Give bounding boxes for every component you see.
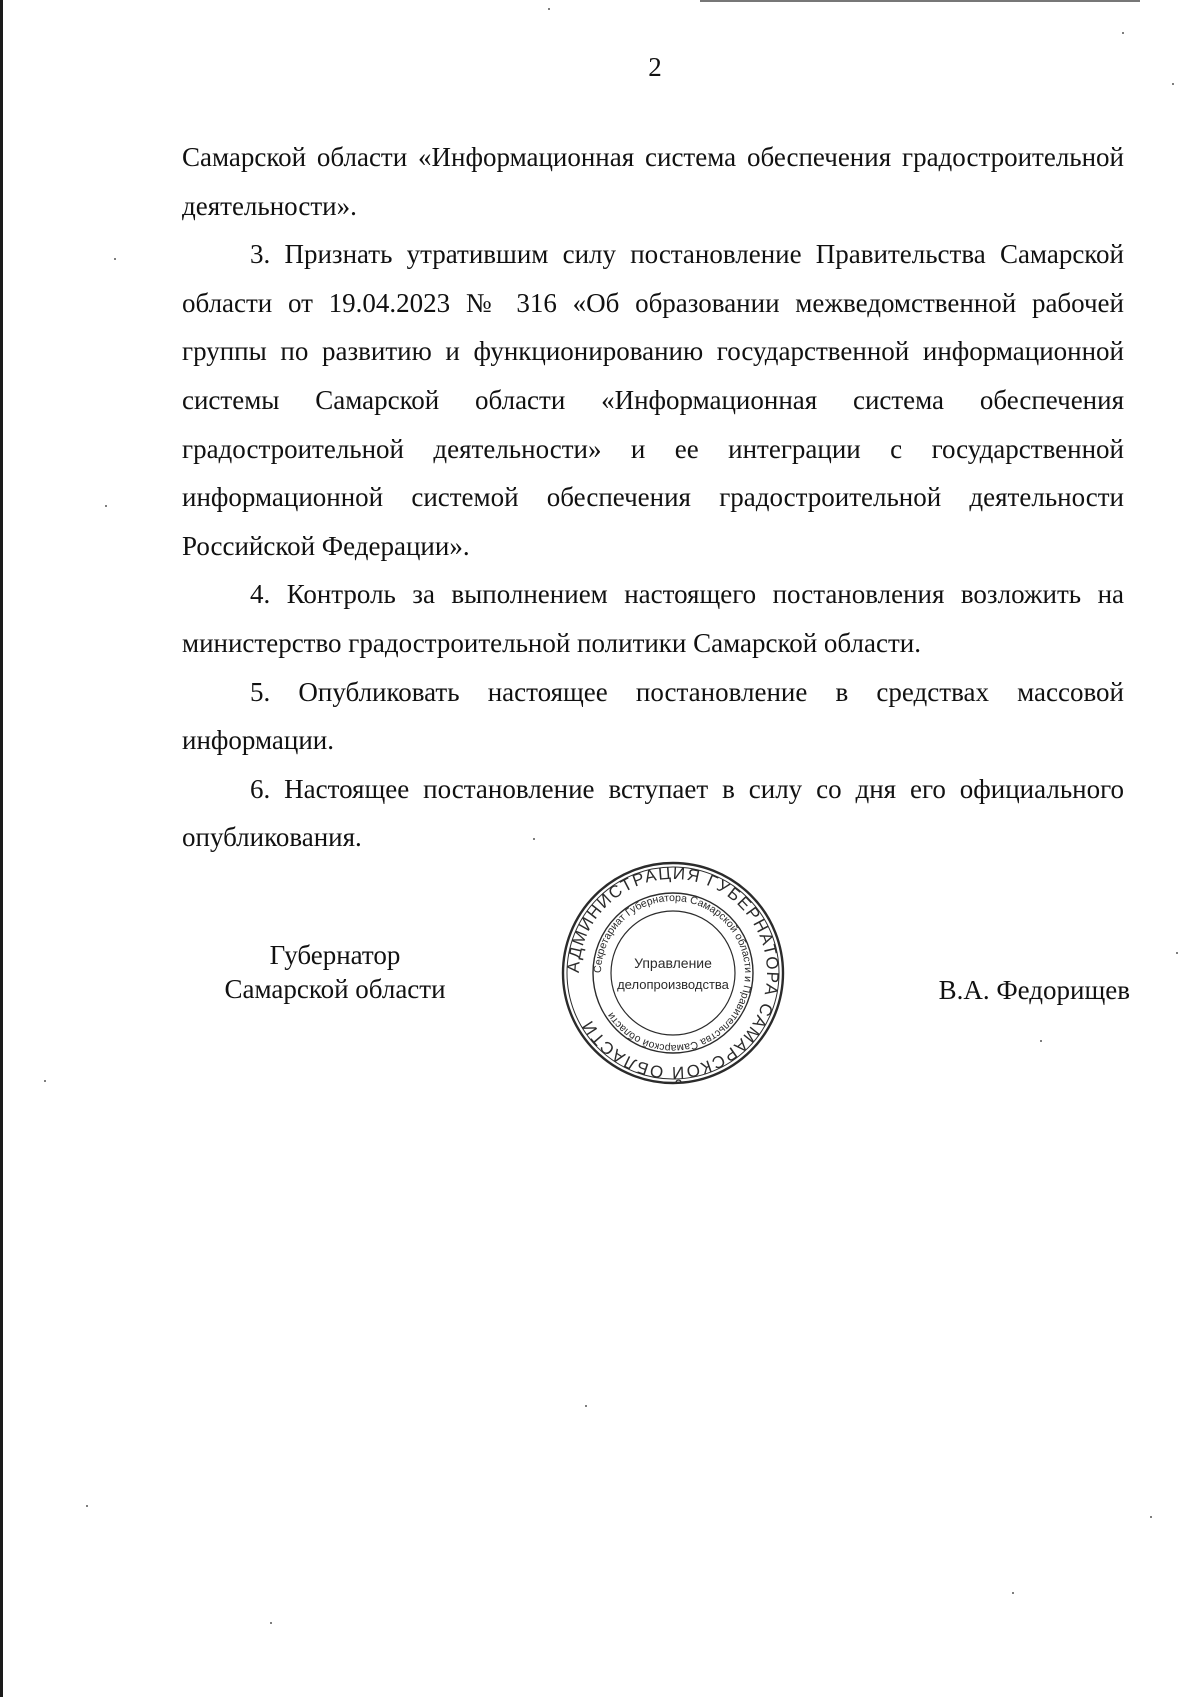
- paragraph-continuation: [182, 133, 1124, 230]
- scan-speck: [1176, 952, 1178, 954]
- paragraph-line: Самарской области от 19.04.2023 № 316 «Об образовании межведомственной: [182, 239, 1124, 318]
- scan-speck: [44, 1080, 46, 1082]
- scan-speck: [1150, 1516, 1152, 1518]
- scan-speck: [1172, 83, 1174, 85]
- seal-outer-textpath: АДМИНИСТРАЦИЯ ГУБЕРНАТОРА САМАРСКОЙ ОБЛАСТИ: [563, 863, 783, 1083]
- scan-speck: [270, 1622, 272, 1624]
- signatory-title: [190, 938, 480, 1006]
- seal-center-line: Управление: [634, 955, 712, 971]
- page-edge-left: [0, 0, 3, 1697]
- seal-center-line: делопроизводства: [617, 977, 729, 992]
- paragraph-5: [182, 668, 1124, 765]
- paragraph-line: 6. Настоящее постановление вступает в силу со дня его официального: [250, 773, 1124, 804]
- paragraph-line: градостроительной деятельности».: [182, 142, 1124, 221]
- paragraph-line: опубликования.: [182, 822, 362, 853]
- paragraph-line: рабочей группы по развитию и функционированию государственной: [182, 287, 1124, 367]
- paragraph-6: [182, 765, 1124, 862]
- seal-inner-textpath: Секретариат Губернатора Самарской области и Правительства Самарской области: [591, 891, 755, 1055]
- signatory-title-line: Самарской области: [224, 974, 446, 1004]
- document-body: [182, 133, 1124, 862]
- paragraph-line: 3. Признать утратившим силу постановление Правительства: [250, 239, 1000, 270]
- scan-speck: [86, 1505, 88, 1507]
- scan-speck: [1040, 1040, 1042, 1042]
- paragraph-line: Самарской области «Информационная система обеспечения: [182, 142, 902, 172]
- scan-speck: [1012, 1592, 1014, 1594]
- paragraph-3: [182, 230, 1124, 570]
- scan-speck: [585, 1405, 587, 1407]
- scan-speck: [1122, 32, 1124, 34]
- page-number: 2: [648, 52, 662, 82]
- paragraph-line: информации.: [182, 725, 334, 756]
- paragraph-line: государственной информационной системой обеспечения градостроительной: [182, 433, 1124, 513]
- official-seal: [558, 858, 788, 1088]
- seal-inner-ring: [611, 911, 735, 1035]
- seal-graphic: [558, 858, 788, 1088]
- paragraph-line: министерство градостроительной политики Самарской области.: [182, 627, 921, 658]
- paragraph-line: информационной системы Самарской области «Информационная система: [182, 336, 1124, 415]
- signatory-title-line: Губернатор: [269, 940, 401, 970]
- scan-speck: [548, 8, 550, 10]
- signatory-name: В.А. Федорищев: [938, 975, 1130, 1005]
- page-edge-top: [700, 0, 1140, 2]
- scan-speck: [105, 505, 107, 507]
- seal-inner-text: [592, 892, 754, 1054]
- paragraph-line: 4. Контроль за выполнением настоящего постановления возложить на: [250, 579, 1124, 610]
- paragraph-line: деятельности Российской Федерации».: [182, 482, 1124, 561]
- paragraph-4: [182, 570, 1124, 667]
- scan-speck: [114, 258, 116, 260]
- paragraph-line: 5. Опубликовать настоящее постановление в средствах массовой: [250, 676, 1124, 707]
- paragraph-line: обеспечения градостроительной деятельности» и ее интеграции с: [182, 384, 1124, 464]
